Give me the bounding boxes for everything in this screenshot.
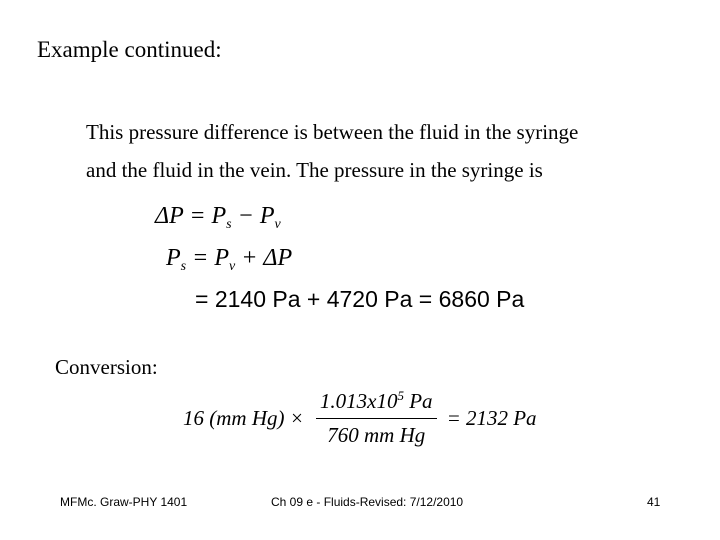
paragraph-line-1: This pressure difference is between the fluid in the syringe (86, 120, 579, 144)
eq2-pv: = P (186, 245, 229, 271)
numerator-exponent: 5 (397, 388, 404, 403)
conversion-result: = 2132 Pa (446, 405, 537, 430)
fraction-denominator: 760 mm Hg (327, 423, 426, 447)
footer-center: Ch 09 e - Fluids-Revised: 7/12/2010 (271, 495, 464, 509)
eq2-sub-s: s (180, 259, 187, 274)
eq1-ps: = P (183, 203, 227, 229)
eq1-lhs: ΔP (155, 203, 184, 229)
numerator-unit: Pa (403, 389, 433, 413)
eq1-pv: − P (231, 203, 275, 229)
conversion-lhs: 16 (mm Hg) × (183, 405, 304, 430)
equation-delta-p (155, 202, 281, 233)
eq2-sub-v: v (228, 259, 236, 274)
conversion-equation (183, 388, 537, 448)
paragraph-line-2: and the fluid in the vein. The pressure in the syringe is (86, 158, 543, 182)
conversion-fraction (316, 388, 437, 448)
footer-left: MFMc. Graw-PHY 1401 (60, 495, 188, 509)
numerator-value: 1.013x10 (319, 389, 398, 413)
equation-ps (166, 244, 292, 275)
eq1-sub-s: s (226, 217, 232, 232)
eq1-sub-v: v (274, 217, 281, 232)
page-number: 41 (647, 495, 661, 509)
slide-title: Example continued: (37, 37, 222, 62)
eq2-tail: + ΔP (235, 245, 293, 271)
conversion-label: Conversion: (55, 355, 158, 379)
fraction-numerator (316, 388, 437, 419)
eq2-lhs: P (166, 245, 181, 271)
equation-result: = 2140 Pa + 4720 Pa = 6860 Pa (195, 286, 525, 312)
